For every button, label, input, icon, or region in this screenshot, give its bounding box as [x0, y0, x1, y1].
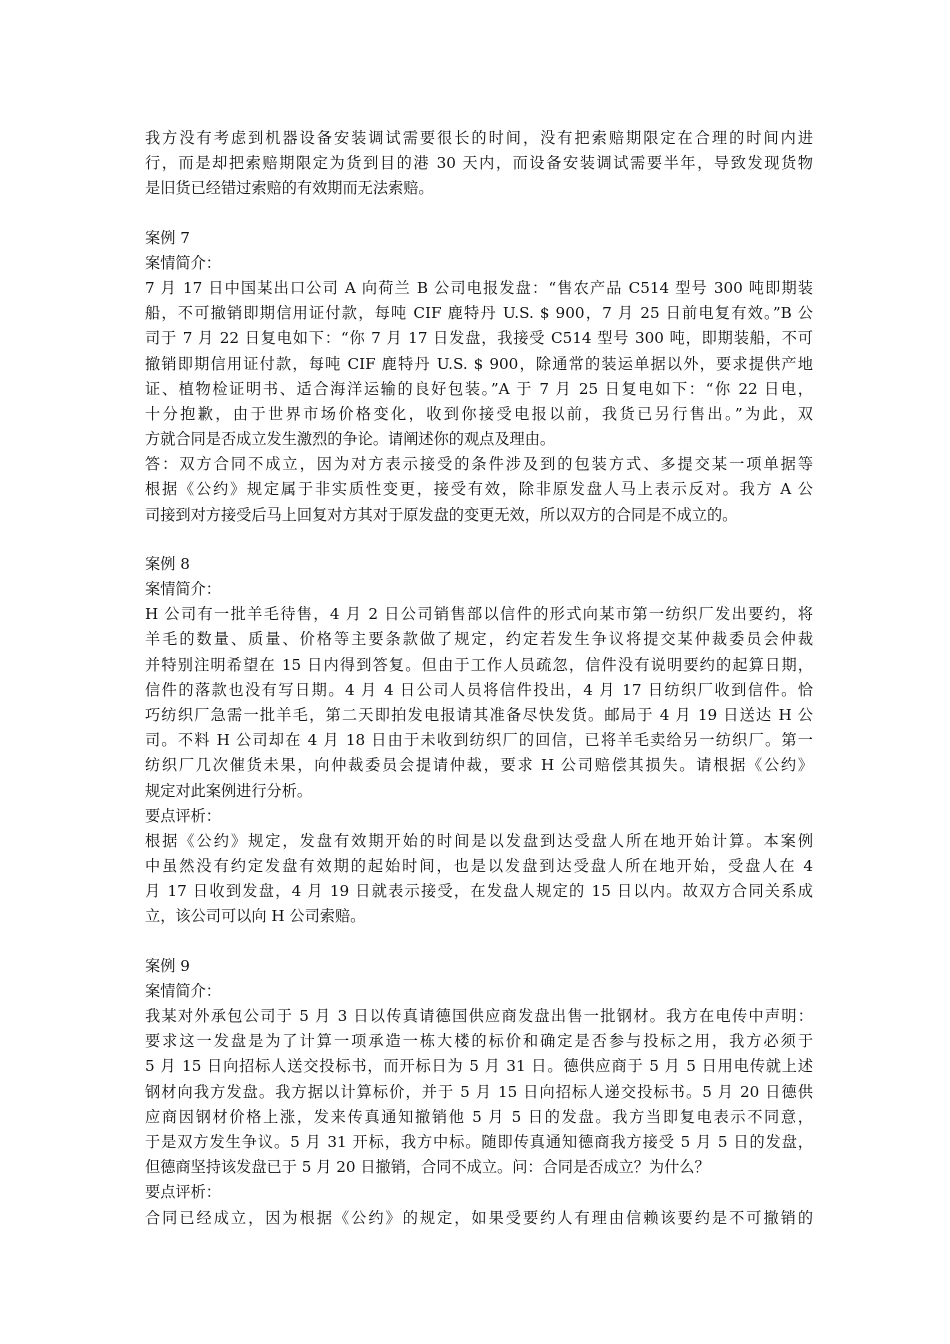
text-line: 司。不料 H 公司却在 4 月 18 日由于未收到纺织厂的回信，已将羊毛卖给另一纺织厂。第一: [145, 731, 813, 750]
text-line: 但德商坚持该发盘已于 5 月 20 日撤销，合同不成立。问：合同是否成立？为什么？: [145, 1158, 710, 1177]
text-line: H 公司有一批羊毛待售，4 月 2 日公司销售部以信件的形式向某市第一纺织厂发出要约，将: [145, 605, 813, 624]
document-page: [145, 126, 813, 1231]
case-9-title: 案例 9: [145, 956, 190, 975]
text-line: 证、植物检证明书、适合海洋运输的良好包装。”A 于 7 月 25 日复电如下：“你 22 日电，: [145, 379, 813, 398]
case-8-analysis-label: 要点评析：: [145, 806, 221, 825]
text-line: 要求这一发盘是为了计算一项承造一栋大楼的标价和确定是否参与投标之用，我方必须于: [145, 1032, 813, 1051]
text-line: 7 月 17 日中国某出口公司 A 向荷兰 B 公司电报发盘：“售农产品 C514 型号 300 吨即期装: [145, 278, 813, 297]
text-line: 撤销即期信用证付款，每吨 CIF 鹿特丹 U.S. $ 900，除通常的装运单据以外，要求提供产地: [145, 354, 813, 373]
case-8-summary-label: 案情简介：: [145, 580, 221, 598]
text-line: 根据《公约》规定，发盘有效期开始的时间是以发盘到达受盘人所在地开始计算。本案例: [145, 831, 813, 850]
text-line: 我某对外承包公司于 5 月 3 日以传真请德国供应商发盘出售一批钢材。我方在电传中声明：: [145, 1007, 813, 1025]
case-9-summary-label: 案情简介：: [145, 981, 221, 1000]
text-line: 规定对此案例进行分析。: [145, 781, 313, 800]
text-line: 方就合同是否成立发生激烈的争论。请阐述你的观点及理由。: [145, 430, 556, 449]
text-line: 钢材向我方发盘。我方据以计算标价，并于 5 月 15 日向招标人递交投标书。5 月 20 日德供: [145, 1082, 813, 1101]
text-line: 羊毛的数量、质量、价格等主要条款做了规定，约定若发生争议将提交某仲裁委员会仲裁: [145, 630, 813, 649]
case-8-section: [145, 552, 813, 930]
text-line: 十分抱歉，由于世界市场价格变化，收到你接受电报以前，我货已另行售出。”为此，双: [145, 404, 813, 423]
case-8-title: 案例 8: [145, 554, 190, 573]
text-line: 行，而是却把索赔期限定为货到目的港 30 天内，而设备安装调试需要半年，导致发现货物: [145, 154, 813, 173]
text-line: 司于 7 月 22 日复电如下：“你 7 月 17 日发盘，我接受 C514 型号 300 吨，即期装船，不可: [145, 329, 813, 348]
case-7-title: 案例 7: [145, 228, 190, 247]
intro-paragraph: [145, 126, 813, 202]
text-line: 船，不可撤销即期信用证付款，每吨 CIF 鹿特丹 U.S. $ 900，7 月 25 日前电复有效。”B 公: [145, 304, 813, 323]
paragraph-gap: [145, 528, 813, 552]
case-7-section: [145, 226, 813, 528]
case-7-summary-label: 案情简介：: [145, 253, 221, 272]
text-line: 是旧货已经错过索赔的有效期而无法索赔。: [145, 179, 434, 198]
paragraph-gap: [145, 202, 813, 226]
text-line: 立，该公司可以向 H 公司索赔。: [145, 907, 366, 926]
text-line: 合同已经成立，因为根据《公约》的规定，如果受要约人有理由信赖该要约是不可撤销的: [145, 1208, 813, 1227]
text-line: 应商因钢材价格上涨，发来传真通知撤销他 5 月 5 日的发盘。我方当即复电表示不同意，: [145, 1107, 813, 1126]
text-line: 信件的落款也没有写日期。4 月 4 日公司人员将信件投出，4 月 17 日纺织厂收到信件。恰: [145, 680, 813, 699]
text-line: 巧纺织厂急需一批羊毛，第二天即拍发电报请其准备尽快发货。邮局于 4 月 19 日送达 H 公: [145, 705, 813, 724]
paragraph-gap: [145, 930, 813, 954]
text-line: 月 17 日收到发盘，4 月 19 日就表示接受，在发盘人规定的 15 日以内。故双方合同关系成: [145, 882, 813, 901]
text-line: 我方没有考虑到机器设备安装调试需要很长的时间，没有把索赔期限定在合理的时间内进: [145, 129, 813, 147]
answer-line: 根据《公约》规定属于非实质性变更，接受有效，除非原发盘人马上表示反对。我方 A 公: [145, 480, 813, 499]
case-9-section: [145, 954, 813, 1231]
text-line: 5 月 15 日向招标人送交投标书，而开标日为 5 月 31 日。德供应商于 5 月 5 日用电传就上述: [145, 1057, 813, 1076]
text-line: 并特别注明希望在 15 日内得到答复。但由于工作人员疏忽，信件没有说明要约的起算日期，: [145, 655, 813, 674]
case-9-analysis-label: 要点评析：: [145, 1183, 221, 1202]
answer-line: 司接到对方接受后马上回复对方其对于原发盘的变更无效，所以双方的合同是不成立的。: [145, 505, 738, 524]
text-line: 纺织厂几次催货未果，向仲裁委员会提请仲裁，要求 H 公司赔偿其损失。请根据《公约》: [145, 756, 813, 775]
text-line: 中虽然没有约定发盘有效期的起始时间，也是以发盘到达受盘人所在地开始，受盘人在 4: [145, 857, 813, 876]
text-line: 于是双方发生争议。5 月 31 开标，我方中标。随即传真通知德商我方接受 5 月 5 日的发盘，: [145, 1132, 813, 1151]
answer-line: 答：双方合同不成立，因为对方表示接受的条件涉及到的包装方式、多提交某一项单据等: [145, 455, 813, 474]
